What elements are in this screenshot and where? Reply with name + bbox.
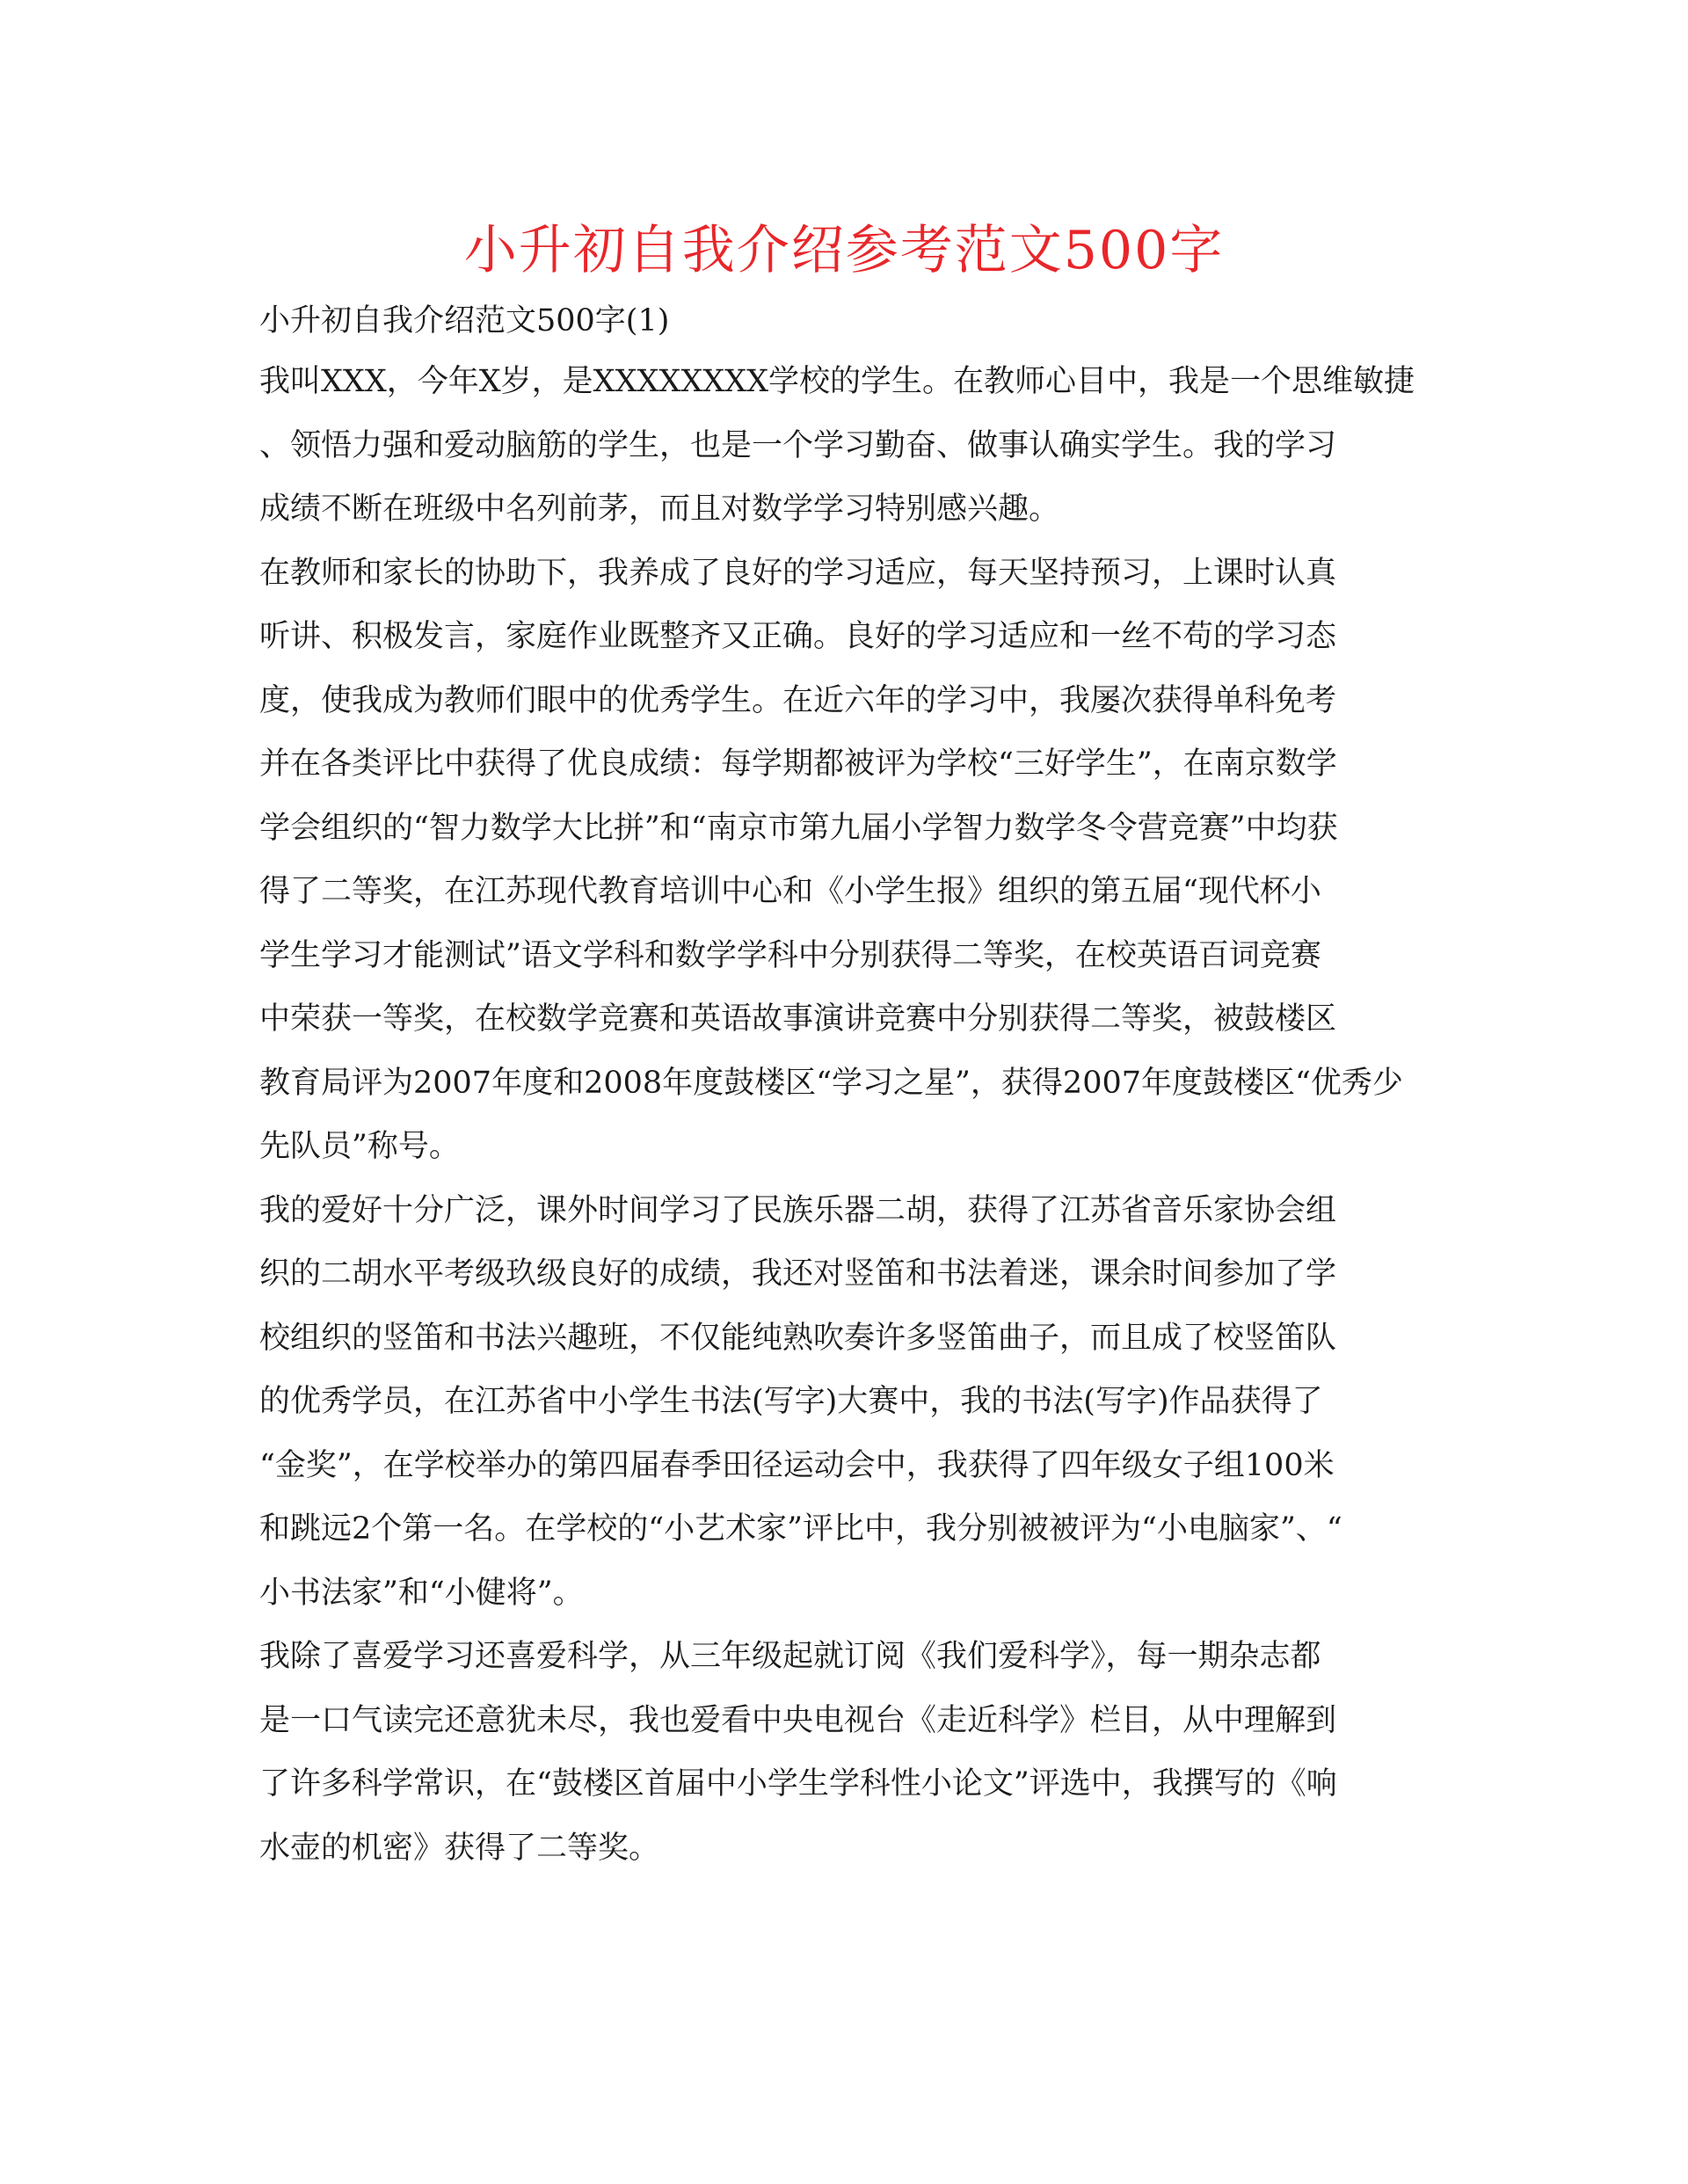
text-line: 是一口气读完还意犹未尽，我也爱看中央电视台《走近科学》栏目，从中理解到 [259,1702,1337,1738]
text-line: 学生学习才能测试”语文学科和数学学科中分别获得二等奖，在校英语百词竞赛 [259,937,1321,973]
paragraph-2 [259,542,1442,1179]
text-line: 听讲、积极发言，家庭作业既整齐又正确。良好的学习适应和一丝不苟的学习态 [259,619,1337,654]
text-line: 我除了喜爱学习还喜爱科学，从三年级起就订阅《我们爱科学》，每一期杂志都 [259,1639,1321,1674]
text-line: 、领悟力强和爱动脑筋的学生，也是一个学习勤奋、做事认确实学生。我的学习 [259,427,1337,463]
text-line: 小书法家”和“小健将”。 [259,1575,584,1611]
text-line: 织的二胡水平考级玖级良好的成绩，我还对竖笛和书法着迷，课余时间参加了学 [259,1256,1337,1292]
text-line: 教育局评为2007年度和2008年度鼓楼区“学习之星”，获得2007年度鼓楼区“优秀少 [259,1065,1403,1101]
text-line: 并在各类评比中获得了优良成绩：每学期都被评为学校“三好学生”，在南京数学 [259,746,1337,782]
text-line: 了许多科学常识，在“鼓楼区首届中小学生学科性小论文”评选中，我撰写的《响 [259,1766,1337,1802]
text-line: 在教师和家长的协助下，我养成了良好的学习适应，每天坚持预习，上课时认真 [259,555,1337,591]
paragraph-3 [259,1179,1442,1626]
text-line: 先队员”称号。 [259,1129,460,1164]
paragraph-1 [259,350,1442,542]
text-line: 我的爱好十分广泛，课外时间学习了民族乐器二胡，获得了江苏省音乐家协会组 [259,1192,1337,1228]
document-title: 小升初自我介绍参考范文500字 [463,220,1225,281]
paragraph-4 [259,1625,1442,1880]
text-line: 和跳远2个第一名。在学校的“小艺术家”评比中，我分别被被评为“小电脑家”、“ [259,1511,1342,1547]
text-line: 成绩不断在班级中名列前茅，而且对数学学习特别感兴趣。 [259,491,1060,527]
text-line: 得了二等奖，在江苏现代教育培训中心和《小学生报》组织的第五届“现代杯小 [259,874,1321,909]
text-line: 中荣获一等奖，在校数学竞赛和英语故事演讲竞赛中分别获得二等奖，被鼓楼区 [259,1001,1337,1037]
text-line: 的优秀学员，在江苏省中小学生书法(写字)大赛中，我的书法(写字)作品获得了 [259,1384,1323,1419]
text-line: 学会组织的“智力数学大比拼”和“南京市第九届小学智力数学冬令营竞赛”中均获 [259,810,1338,846]
text-line: 校组织的竖笛和书法兴趣班，不仅能纯熟吹奏许多竖笛曲子，而且成了校竖笛队 [259,1320,1337,1356]
text-line: 我叫XXX，今年X岁，是XXXXXXXX学校的学生。在教师心目中，我是一个思维敏捷 [259,364,1415,399]
text-line: “金奖”，在学校举办的第四届春季田径运动会中，我获得了四年级女子组100米 [259,1447,1335,1483]
section-subtitle: 小升初自我介绍范文500字(1) [259,303,670,339]
text-line: 水壶的机密》获得了二等奖。 [259,1830,660,1866]
document-body [259,292,1442,1880]
text-line: 度，使我成为教师们眼中的优秀学生。在近六年的学习中，我屡次获得单科免考 [259,682,1337,718]
